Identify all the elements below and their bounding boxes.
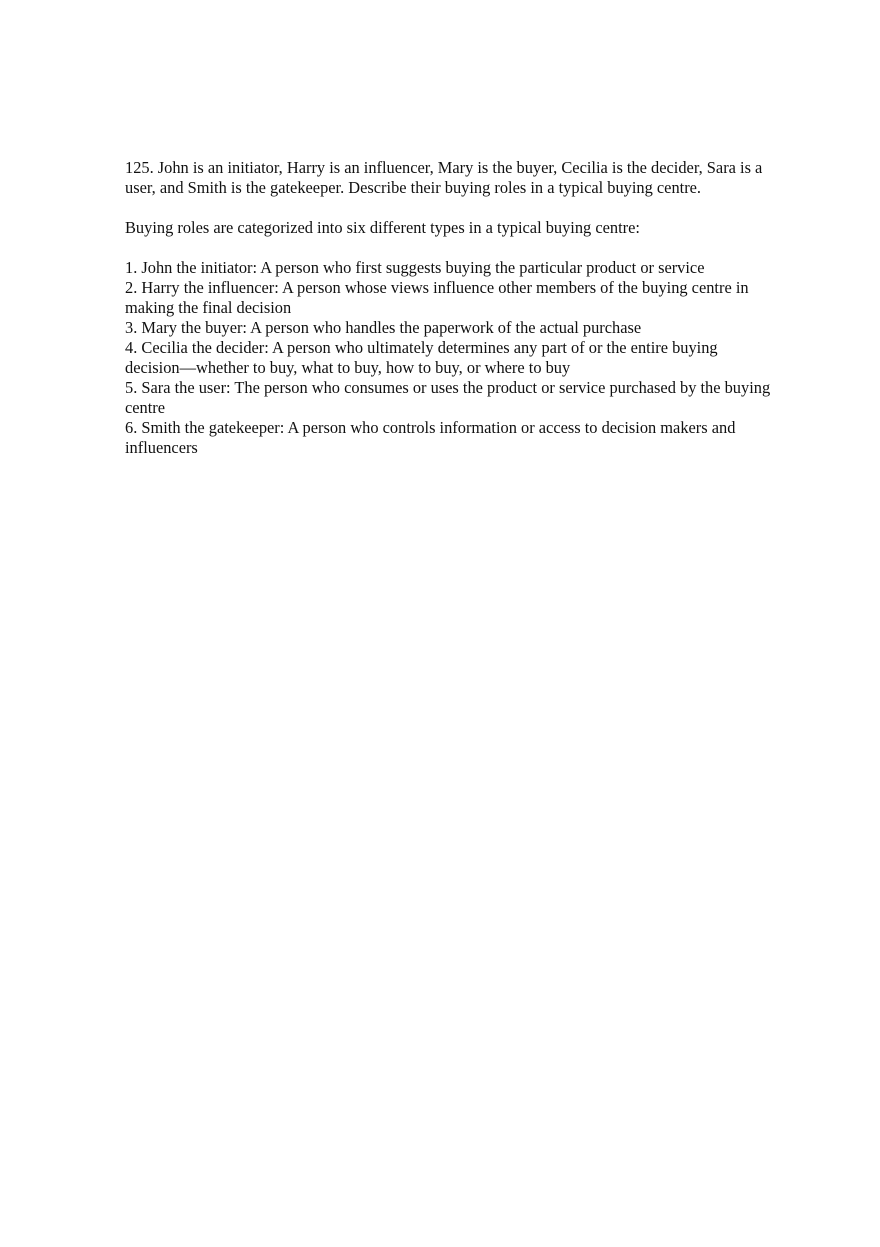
document-body: [125, 158, 775, 458]
role-item-influencer: 2. Harry the influencer: A person whose views influence other members of the buying centre in making the final decision: [125, 278, 749, 317]
role-item-buyer: 3. Mary the buyer: A person who handles the paperwork of the actual purchase: [125, 318, 642, 337]
roles-list: [125, 258, 775, 458]
role-item-decider: 4. Cecilia the decider: A person who ultimately determines any part of or the entire buying decision—whether to buy, what to buy, how to buy, or where to buy: [125, 338, 718, 377]
role-item-initiator: 1. John the initiator: A person who first suggests buying the particular product or service: [125, 258, 705, 277]
question-text: 125. John is an initiator, Harry is an influencer, Mary is the buyer, Cecilia is the decider, Sara is a user, and Smith is the gatekeeper. Describe their buying roles in a typical buying centre.: [125, 158, 763, 197]
intro-text: Buying roles are categorized into six different types in a typical buying centre:: [125, 218, 640, 237]
role-item-gatekeeper: 6. Smith the gatekeeper: A person who controls information or access to decision makers and influencers: [125, 418, 736, 457]
role-item-user: 5. Sara the user: The person who consumes or uses the product or service purchased by the buying centre: [125, 378, 771, 417]
